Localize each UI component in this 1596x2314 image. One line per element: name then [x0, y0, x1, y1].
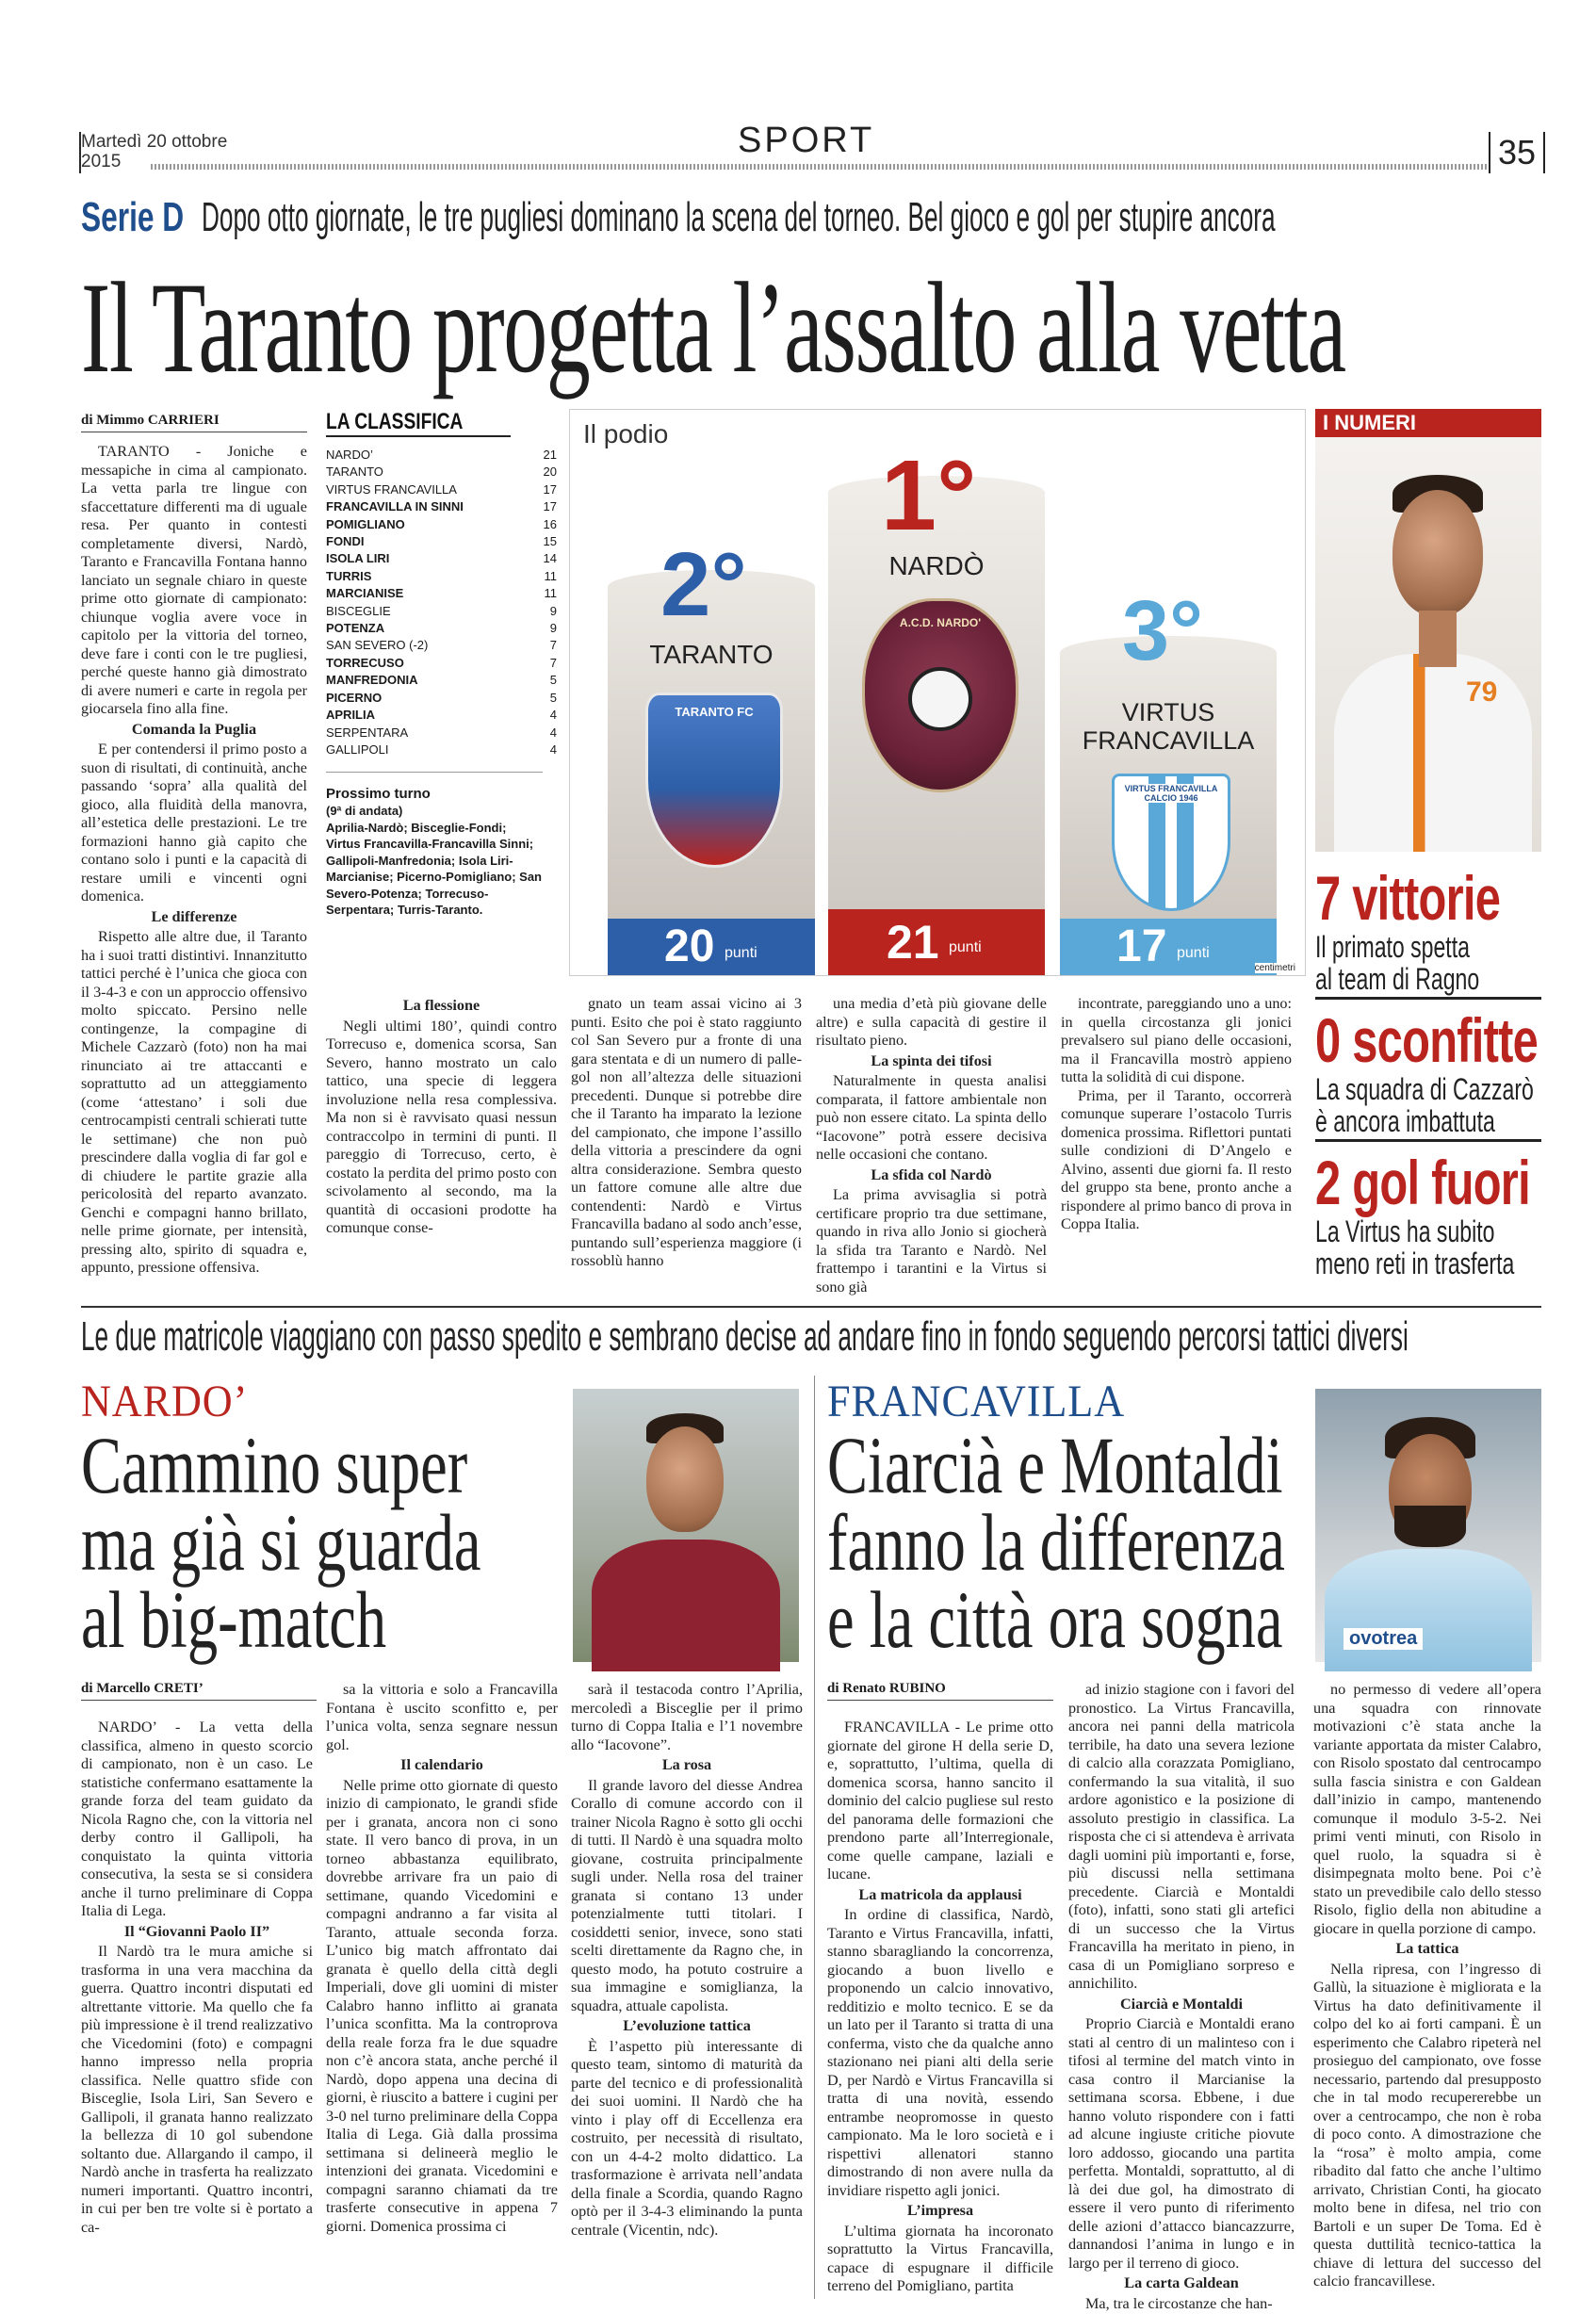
classifica-row	[326, 707, 557, 724]
team-points: 4	[549, 725, 557, 740]
team-third	[1060, 698, 1277, 755]
classifica-row	[326, 620, 557, 637]
podio-graphic	[569, 409, 1306, 976]
nardo-byline-prefix: di	[81, 1681, 93, 1696]
francavilla-title-line2: fanno la differenza	[827, 1497, 1285, 1588]
subhead-rule-top	[81, 1306, 1541, 1308]
team-points: 17	[543, 499, 557, 514]
points-unit-third: punti	[1177, 945, 1210, 961]
team-name: ISOLA LIRI	[326, 551, 390, 566]
section-subheading: L’evoluzione tattica	[623, 2017, 751, 2034]
nardo-crest-text: A.C.D. NARDO'	[899, 616, 982, 629]
team-name: TURRIS	[326, 568, 372, 583]
points-unit-second: punti	[725, 945, 757, 961]
stat-caption-line1: Il primato spetta	[1315, 930, 1470, 964]
francavilla-crest-icon	[1112, 774, 1230, 911]
section-subheading: La matricola da applausi	[858, 1885, 1022, 1903]
header-rule	[151, 164, 1545, 170]
team-third-line2: FRANCAVILLA	[1082, 726, 1255, 755]
paragraph: La prima avvisaglia si potrà certificare proprio tra due settimane, quando in riva allo Jonio si giocherà la sfida tra Taranto e Nardò. Nel frattempo i tarantini e la Virtus si sono già	[816, 1186, 1047, 1296]
main-col-4	[816, 995, 1047, 1296]
classifica-row	[326, 655, 557, 672]
stat-value: 2 gol fuori	[1315, 1148, 1530, 1217]
rank-first: 1°	[881, 440, 977, 551]
team-name: NARDO’	[326, 448, 373, 462]
francavilla-title-line1: Ciarcià e Montaldi	[827, 1420, 1283, 1510]
next-round-title: Prossimo turno	[326, 786, 431, 803]
team-name: GALLIPOLI	[326, 741, 389, 757]
paragraph: Nelle prime otto giornate di questo inizio di campionato, le grandi sfide per i granata, ancora non ci sono state. Il vero banco di prova, in un torneo abbastanza equilibrato, dovrebbe arrivare fra un paio di settimane, quando Vicedomini e compagni andranno a far visita al Taranto, attuale seconda forza. L’unico big match affrontato dai granata è quello della città degli Imperiali, dove gli uomini di mister Calabro hanno inflitto ai granata l’unica sconfitta. Ma la controprova della reale forza fra le due squadre non c’è ancora stata, anche perché il Nardò, dopo appena una decina di giorni, è riuscito a battere i cugini per 3-0 nel turno preliminare della Coppa Italia di Lega. Già dalla prossima settimana si delineerà meglio le intenzioni dei granata. Vicedomini e compagni saranno chiamati da tre trasferte consecutive in appena 7 giorni. Domenica prossima ci	[326, 1776, 558, 2235]
stat-block	[1315, 997, 1541, 1139]
main-byline	[81, 413, 307, 432]
paragraph: È l’aspetto più interessante di questo team, sintomo di maturità da parte del tecnico e di professionalità dei suoi uomini. Il Nardò che ha vinto i play off di Eccellenza era costruito, per necessità di risultato, con un 4-4-2 molto didattico. La trasformazione è arrivata nell’andata della finale a Scordia, quando Ragno optò per il 3-4-3 eliminando la punta centrale (Vicentin, ndc).	[571, 2037, 803, 2239]
paragraph: Nella ripresa, con l’ingresso di Gallù, la situazione è migliorata e la Virtus ha dato definitivamente il colpo del ko ai forti campani. È un esperimento che Calabro ripeterà nel prosieguo del campionato, ove fosse necessario, partendo dal presupposto che in tal modo recupererebbe un over a centrocampo, che non è roba di poco conto. A dimostrazione che la “rosa” è molto ampia, come ribadito dal fatto che anche l’ultimo arrivato, Christian Conti, ha giocato molto bene in difesa, nel trio con Bartoli e un super De Toma. Ed è questa duttilità tecnico-tattica la chiave di lettura del successo del calcio francavillese.	[1313, 1960, 1541, 2290]
stat-value: 0 sconfitte	[1315, 1005, 1539, 1075]
stat-caption-line2: al team di Ragno	[1315, 962, 1480, 996]
nardo-title-line1: Cammino super	[81, 1420, 468, 1510]
section-subheading: La rosa	[661, 1756, 712, 1773]
section-subheading: Comanda la Puglia	[131, 720, 257, 738]
team-points: 16	[543, 516, 557, 531]
section-title: SPORT	[730, 121, 882, 161]
paragraph: incontrate, pareggiando uno a uno: in quella circostanza gli jonici prevalsero sul piano delle occasioni, ma il Francavilla mostrò appieno tutta la solidità di cui dispone.	[1061, 995, 1292, 1085]
team-points: 7	[549, 655, 557, 670]
team-points: 4	[549, 708, 557, 723]
francavilla-col-1	[827, 1719, 1053, 2293]
classifica-row	[326, 550, 557, 567]
paragraph: Il grande lavoro del diesse Andrea Corallo di comune accordo con il trainer Nicola Ragno è sotto gli occhi di tutti. Il Nardò è una squadra molto giovane, costruita principalmente sugli under. Nella rosa del trainer granata si contano 13 under potenzialmente tutti titolari. I cosiddetti senior, invece, sono stati scelti direttamente da Ragno che, in questo modo, ha potuto costruire a sua immagine e somiglianza, la squadra, attuale capolista.	[571, 1776, 803, 2014]
paragraph: L’ultima giornata ha incoronato soprattutto la Virtus Francavilla, capace di espugnare il difficile terreno del Pomigliano, partita	[827, 2222, 1053, 2294]
nardo-jersey-shape	[592, 1540, 780, 1671]
numeri-sidebar	[1315, 409, 1541, 1304]
header-left-bar	[79, 132, 81, 173]
paragraph: Prima, per il Taranto, occorrerà comunque superare l’ostacolo Turris domenica prossima. Riflettori puntati sulle condizioni di D’Angelo e Alvino, assenti due giorni fa. Il resto del gruppo sta bene, pronto anche a rispondere al primo banco di prova in Coppa Italia.	[1061, 1086, 1292, 1232]
main-col-3	[571, 995, 802, 1296]
nardo-title-line2: ma già si guarda	[81, 1497, 481, 1588]
paragraph: una media d’età più giovane delle altre) e sulla capacità di gestire il risultato pieno.	[816, 995, 1047, 1049]
main-headline: Il Taranto progetta l’assalto alla vetta	[81, 255, 1345, 399]
team-name: POMIGLIANO	[326, 516, 405, 531]
team-name: BISCEGLIE	[326, 603, 391, 618]
graphic-credit: centimetri	[1254, 963, 1295, 973]
points-band-first	[828, 909, 1045, 975]
nardo-player-face	[646, 1426, 724, 1532]
points-unit-first: punti	[949, 939, 982, 955]
team-points: 15	[543, 534, 557, 549]
player-photo	[1315, 437, 1541, 852]
year-text: 2015	[81, 152, 122, 171]
next-round-subtitle: (9ª di andata)	[326, 803, 403, 818]
section-subheading: La sfida col Nardò	[871, 1165, 992, 1183]
paragraph: In ordine di classifica, Nardò, Taranto e Virtus Francavilla, infatti, stanno sbaragliando la concorrenza, giocando a buon livello e proponendo un calcio innovativo, redditizio e molto tecnico. E se da un lato per il Taranto si tratta di una conferma, visto che da qualche anno stazionano nei piani alti della serie D, per Nardò e Virtus Francavilla si tratta di una novità, essendo entrambe neopromosse in questo campionato. Ma le loro società e i rispettivi allenatori stanno dimostrando di non avere nulla da invidiare rispetto agli jonici.	[827, 1906, 1053, 2199]
team-name: MANFREDONIA	[326, 673, 418, 688]
francavilla-title	[827, 1420, 1285, 1665]
paragraph: Naturalmente in questa analisi comparata, il fattore ambientale non può non essere citato. La spinta dello “Iacovone” potrà essere decisiva nelle occasioni che contano.	[816, 1072, 1047, 1163]
classifica-row	[326, 464, 557, 481]
stat-caption-line2: è ancora imbattuta	[1315, 1104, 1495, 1138]
paragraph: Rispetto alle altre due, il Taranto ha i suoi tratti distintivi. Innanzitutto tattici perché è l’unica che gioca con il 3-4-3 e con un approccio offensivo molto spiccato. Persino nelle contingenze, la compagine di Michele Cazzarò (foto) non ha mai rinunciato ai tre attaccanti e soprattutto ad un atteggiamento (come ‘attestano’ i soli due centrocampisti centrali schierati tutte le settimane) che non può prescindere dalla voglia di far gol e di chiudere le partite grazie alla pericolosità del reparto avanzato. Genchi e compagni hanno brillato, nelle prime giornate, per intensità, pressing alto, spirito di squadra e, appunto, pressione offensiva.	[81, 928, 307, 1276]
classifica-table	[326, 447, 557, 758]
kicker-text: Dopo otto giornate, le tre pugliesi dominano la scena del torneo. Bel gioco e gol per stupire ancora	[202, 194, 1276, 240]
section-subheading: Le differenze	[151, 907, 237, 925]
player-face	[1392, 490, 1483, 616]
ball-icon	[908, 667, 972, 731]
kicker-label: Serie D	[81, 194, 185, 240]
francavilla-byline	[827, 1681, 1053, 1701]
classifica-row	[326, 516, 557, 533]
classifica-row	[326, 741, 557, 758]
team-second: TARANTO	[649, 640, 774, 669]
next-round	[326, 772, 543, 919]
paragraph: Ma, tra le circostanze che han-	[1085, 2294, 1273, 2312]
team-name: FONDI	[326, 534, 365, 549]
shirt-number: 79	[1466, 676, 1498, 708]
points-first: 21	[887, 916, 939, 969]
nardo-byline	[81, 1681, 317, 1701]
classifica-row	[326, 585, 557, 602]
classifica-title: LA CLASSIFICA	[326, 409, 511, 437]
main-col-2	[326, 995, 557, 1296]
stat-value: 7 vittorie	[1315, 863, 1501, 933]
stat-block	[1315, 1139, 1541, 1281]
jersey-shape	[1334, 654, 1532, 852]
classifica-box	[326, 409, 557, 919]
nardo-player-photo	[573, 1389, 799, 1662]
team-points: 11	[544, 568, 557, 583]
team-points: 14	[543, 551, 557, 566]
nardo-title-line3: al big-match	[81, 1574, 387, 1665]
classifica-row	[326, 672, 557, 689]
francavilla-kicker: FRANCAVILLA	[827, 1377, 1126, 1426]
team-points: 5	[549, 673, 557, 688]
nardo-col-2	[326, 1681, 558, 2293]
paragraph: sarà il testacoda contro l’Aprilia, mercoledì a Bisceglie per il primo turno di Coppa Italia e l’1 novembre allo “Iacovone”.	[571, 1681, 803, 1753]
paragraph: ad inizio stagione con i favori del pronostico. La Virtus Francavilla, ancora nei panni della matricola terribile, ha dato una severa lezione di calcio alla corazzata Pomigliano, confermando la sua vitalità, il suo ardore agonistico e la posizione di assoluto prestigio in classifica. La risposta che ci si attendeva è arrivata dagli uomini più importanti e, forse, più discussi nella settimana precedente. Ciarcià e Montaldi (foto), infatti, sono stati gli artefici di un successo che la Virtus Francavilla ha meritato in pieno, in casa di un Pomigliano sorpreso e annichilito.	[1068, 1681, 1295, 1992]
francavilla-crest-text: VIRTUS FRANCAVILLA CALCIO 1946	[1115, 784, 1228, 803]
nardo-kicker: NARDO’	[81, 1377, 249, 1426]
paragraph: gnato un team assai vicino ai 3 punti. Esito che poi è stato raggiunto col San Severo pur a fronte di una gara stentata e di un numero di palle-gol non all’altezza delle situazioni precedenti. Dunque si potrebbe dire che il Taranto ha imparato la lezione del campionato, che impone l’assillo della vittoria a prescindere da ogni altra considerazione. Sembra questo un fattore comune alle altre due contendenti: Nardò e Virtus Francavilla badano al sodo anch’esse, puntando sull’esperienza maggiore (i rossoblù hanno	[571, 995, 802, 1269]
francavilla-col-2	[1068, 1681, 1295, 2312]
neck-shape	[1419, 611, 1457, 667]
classifica-row	[326, 603, 557, 620]
nardo-byline-name: Marcello CRETI’	[96, 1681, 204, 1696]
paragraph: Proprio Ciarcià e Montaldi erano stati al centro di un malinteso con i tifosi al termine del match vinto in casa contro il Marcianise la settimana scorsa. Ebbene, i due hanno voluto rispondere con i fatti ad alcune ingiuste critiche piovute loro addosso, giocando una partita perfetta. Montaldi, soprattutto, al di là dei due gol, ha dimostrato di essere il vero punto di riferimento delle azioni d’attacco biancazzurre, dannandosi l’anima in lungo e in largo per il terreno di gioco.	[1068, 2015, 1295, 2272]
team-name: POTENZA	[326, 621, 385, 636]
nardo-crest-icon	[862, 598, 1018, 792]
stat-caption-line2: meno reti in trasferta	[1315, 1247, 1515, 1280]
team-name: SAN SEVERO (-2)	[326, 638, 429, 653]
team-first: NARDÒ	[888, 551, 985, 580]
team-third-line1: VIRTUS	[1121, 698, 1215, 726]
taranto-crest-icon	[645, 693, 783, 868]
points-third: 17	[1116, 921, 1167, 971]
section-subheading: La carta Galdean	[1124, 2274, 1239, 2291]
byline-name: Mimmo CARRIERI	[96, 413, 220, 428]
classifica-row	[326, 690, 557, 707]
page-number: 35	[1489, 132, 1545, 173]
team-points: 21	[543, 448, 557, 462]
francavilla-title-line3: e la città ora sogna	[827, 1574, 1283, 1665]
team-points: 9	[549, 603, 557, 618]
team-name: APRILIA	[326, 708, 375, 723]
paragraph: E per contendersi il primo posto a suon di risultati, di continuità, anche passando ‘sopra’ alla qualità del gioco, alla fluidità della manovra, all’estetica delle prestazioni. Le tre formazioni hanno già capito che contano solo i punti e la capacità di restare umili e vincenti ogni domenica.	[81, 741, 307, 904]
classifica-row	[326, 533, 557, 550]
classifica-row	[326, 498, 557, 515]
team-name: PICERNO	[326, 690, 383, 705]
team-name: MARCIANISE	[326, 586, 404, 601]
section-subheading: Il calendario	[400, 1756, 483, 1773]
team-points: 11	[544, 586, 557, 601]
team-name: TORRECUSO	[326, 655, 404, 670]
subhead-line: Le due matricole viaggiano con passo spedito e sembrano decise ad andare fino in fondo seguendo percorsi tattici diversi	[81, 1313, 1409, 1360]
team-points: 9	[549, 621, 557, 636]
paragraph: TARANTO - Joniche e messapiche in cima al campionato. La vetta parla tre lingue con sfaccettature differenti ma di uguale resa. Per quanto in contesti completamente diversi, Nardò, Taranto e Francavilla Fontana hanno lanciato un segnale chiaro in queste prime otto giornate di campionato: chiunque voglia avere voce in capitolo per la vittoria del torneo, deve fare i conti con le tre pugliesi, perché queste hanno già dimostrato di avere numeri e carte in regola per giocarsela fino alla fine.	[81, 443, 307, 717]
section-subheading: La flessione	[402, 997, 480, 1014]
paragraph: sa la vittoria e solo a Francavilla Fontana è uscito sconfitto e, per l’unica volta, senza segnare nessun gol.	[326, 1681, 558, 1753]
stat-block	[1315, 865, 1541, 997]
byline-prefix: di	[81, 413, 93, 428]
classifica-row	[326, 447, 557, 464]
section-subheading: Il “Giovanni Paolo II”	[123, 1922, 270, 1940]
paragraph: Il Nardò tra le mura amiche si trasforma in una vera macchina da guerra. Quattro incontri disputati ed altrettante vittorie. Ma quello che fa più impressione è il trend realizzativo che Vicedomini (foto) e compagni hanno impresso nella propria classifica. Nelle quattro sfide con Bisceglie, Isola Liri, San Severo e Gallipoli, il granata hanno realizzato la bellezza di 10 gol subendone soltanto due. Allargando il campo, il Nardò anche in trasferta ha realizzato numeri importanti. Quattro incontri, in cui per ben tre volte si è portato a ca-	[81, 1943, 313, 2236]
date-text: Martedì 20 ottobre	[81, 132, 228, 152]
main-col-5	[1061, 995, 1292, 1296]
section-subheading: Ciarcià e Montaldi	[1119, 1995, 1244, 2013]
classifica-row	[326, 568, 557, 585]
classifica-row	[326, 725, 557, 741]
section-subheading: La tattica	[1395, 1940, 1459, 1957]
points-band-second	[608, 919, 815, 975]
jersey-sponsor-text: ovotrea	[1344, 1628, 1423, 1650]
paragraph: FRANCAVILLA - Le prime otto giornate del girone H della serie D, e, soprattutto, l’ultima, quella di domenica scorsa, hanno sancito il dominio del calcio pugliese sul resto del panorama delle formazioni che prendono parte all’Interregionale, come quelle campane, laziali e lucane.	[827, 1719, 1053, 1882]
francavilla-col-3	[1313, 1681, 1541, 2293]
rank-second: 2°	[660, 534, 747, 635]
stat-caption-line1: La squadra di Cazzarò	[1315, 1072, 1534, 1106]
team-name: SERPENTARA	[326, 725, 409, 740]
classifica-row	[326, 637, 557, 654]
podio-title: Il podio	[583, 419, 669, 448]
classifica-row	[326, 481, 557, 498]
points-second: 20	[664, 921, 715, 971]
nardo-title	[81, 1420, 481, 1665]
section-subheading: L’impresa	[906, 2202, 974, 2219]
beard-shape	[1394, 1506, 1466, 1547]
nardo-col-1	[81, 1719, 313, 2293]
section-subheading: La spinta dei tifosi	[871, 1051, 992, 1069]
team-points: 7	[549, 638, 557, 653]
francavilla-player-photo	[1315, 1389, 1541, 1662]
rank-third: 3°	[1122, 584, 1204, 678]
team-points: 17	[543, 481, 557, 497]
nardo-col-3	[571, 1681, 803, 2293]
team-name: VIRTUS FRANCAVILLA	[326, 481, 457, 497]
paragraph: NARDO’ - La vetta della classifica, almeno in questo scorcio di campionato, non è un caso. Le statistiche confermano esattamente la grande forza del team guidato da Nicola Ragno che, con la vittoria nel derby contro il Gallipoli, ha conquistato la quinta vittoria consecutiva, la sesta se si considera anche il turno preliminare di Coppa Italia di Lega.	[81, 1719, 313, 1919]
next-round-matches: Aprilia-Nardò; Bisceglie-Fondi; Virtus Francavilla-Francavilla Sinni; Gallipoli-Manfredonia; Isola Liri-Marcianise; Picerno-Pomigliano; San Severo-Potenza; Torrecuso-Serpentara; Turris-Taranto.	[326, 820, 542, 918]
team-points: 4	[549, 741, 557, 757]
points-band-third	[1060, 919, 1277, 975]
taranto-crest-text: TARANTO FC	[675, 705, 754, 719]
team-points: 5	[549, 690, 557, 705]
stat-caption-line1: La Virtus ha subito	[1315, 1214, 1495, 1248]
francavilla-byline-prefix: di	[827, 1681, 839, 1696]
paragraph: no permesso di vedere all’opera una squadra con rinnovate motivazioni c’è stata anche la variante apportata da mister Calabro, con Risolo spostato dal centrocampo sulla fascia sinistra e con Galdean dall’inizio in campo, mantenendo comunque il modulo 3-5-2. Nei primi venti minuti, con Risolo in quel ruolo, la squadra si è disimpegnata molto bene. Poi c’è stato un prevedibile calo dello stesso Risolo, figlio della non abitudine a giocare in quella porzione di campo.	[1313, 1681, 1541, 1937]
team-name: TARANTO	[326, 464, 383, 480]
numeri-title: I NUMERI	[1315, 409, 1541, 437]
numeri-stats	[1315, 865, 1541, 1281]
francavilla-byline-name: Renato RUBINO	[842, 1681, 946, 1696]
francavilla-jersey-shape	[1325, 1549, 1532, 1671]
team-name: FRANCAVILLA IN SINNI	[326, 499, 464, 514]
section-divider	[814, 1376, 815, 2299]
paragraph: Negli ultimi 180’, quindi contro Torrecuso e, domenica scorsa, San Severo, hanno mostrato un calo tattico, una specie di leggera involuzione nella resa complessiva. Ma non si è ravvisato quasi nessun contraccolpo in termini di punti. Il pareggio di Torrecuso, certo, è costato la perdita del primo posto con scivolamento al secondo, ma la quantità di occasioni prodotte ha comunque conse-	[326, 1017, 557, 1236]
team-points: 20	[543, 464, 557, 480]
